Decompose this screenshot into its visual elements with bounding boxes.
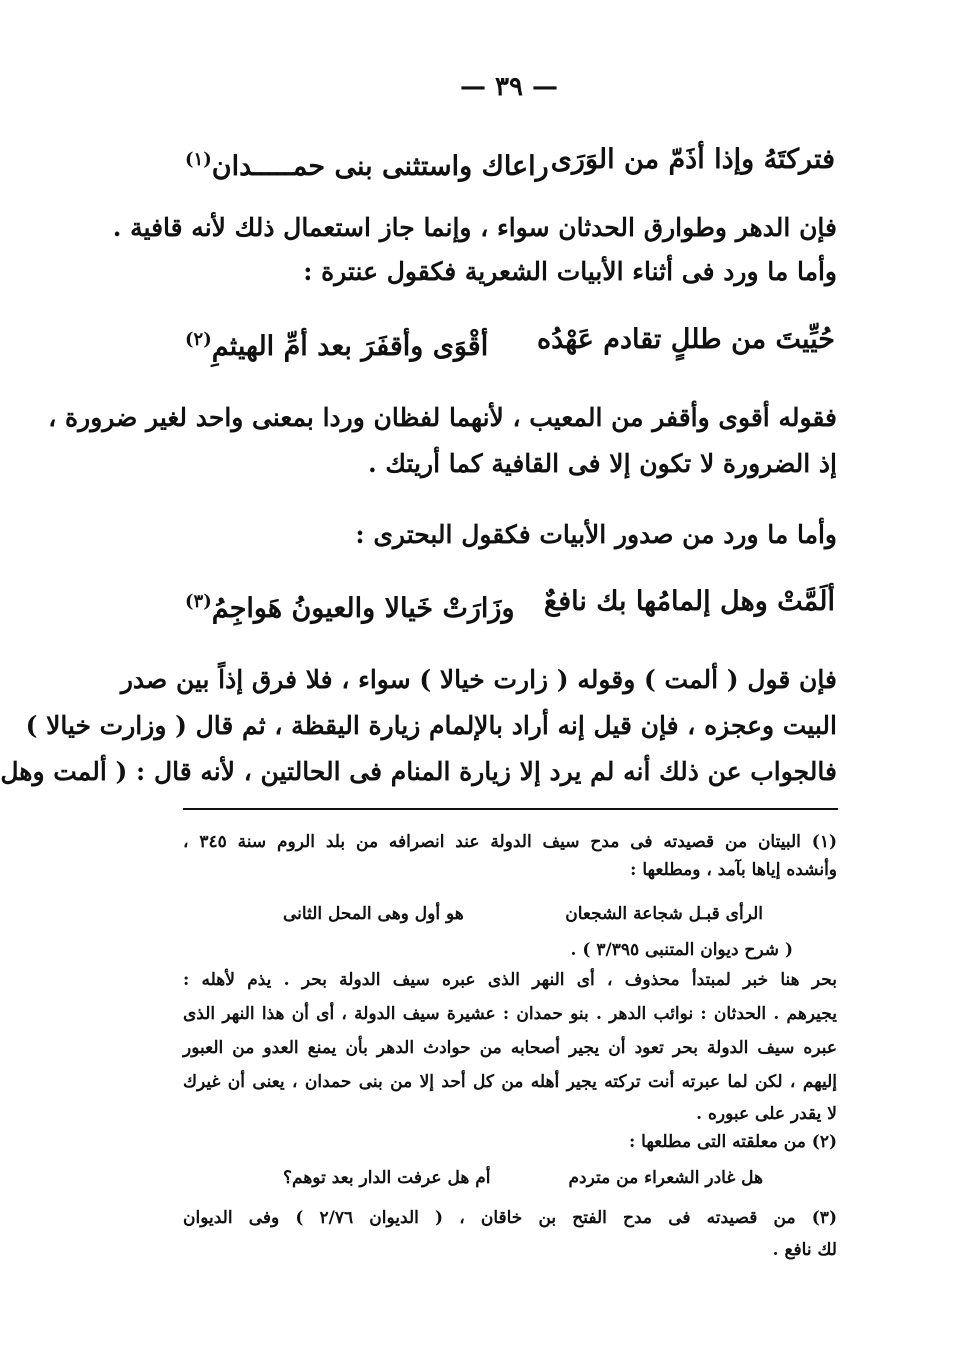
verse-2 — [185, 320, 835, 367]
verse-3-second-hemistich: وزَارَتْ خَيالا والعيونُ هَواجِمُ$^{(٣)}$ — [185, 591, 515, 624]
footnote-3-line: لك نافع . — [772, 1240, 837, 1260]
footnote-1-comment: عبره سيف الدولة بحر تعود أن يجير أصحابه من حوادث الدهر بأن يمنع العدو من العبور — [183, 1038, 837, 1058]
verse-2-second-hemistich: أقْوَى وأقفَرَ بعد أمِّ الهيثمِ$^{(٢)}$ — [185, 329, 489, 362]
footnote-1-comment: بحر هنا خبر لمبتدأ محذوف ، أى النهر الذى عبره سيف الدولة بحر . يذم لأهله : — [183, 970, 837, 990]
footnote-ref-3: (٣) — [185, 591, 212, 612]
prose-line: إذ الضرورة لا تكون إلا فى القافية كما أريتك . — [368, 449, 837, 478]
verse-1 — [185, 140, 835, 187]
footnote-2-verse — [283, 1164, 763, 1192]
footnote-3-line: (٣) من قصيدته فى مدح الفتح بن خاقان ، ( الديوان ٢/٧٦ ) وفى الديوان — [183, 1208, 837, 1228]
footnote-1-verse-first: الرأى قبـل شجاعة الشجعان — [565, 904, 763, 924]
prose-line: وأما ما ورد من صدور الأبيات فكقول البحترى : — [355, 520, 837, 549]
verse-1-first-hemistich: فتركتَهُ وإذا أذَمّ من الوَرَى — [550, 144, 835, 175]
footnote-1-comment: يجيرهم . الحدثان : نوائب الدهر . بنو حمدان : عشيرة سيف الدولة ، أى أن هذا النهر الذى — [183, 1004, 837, 1024]
prose-line: فالجواب عن ذلك أنه لم يرد إلا زيارة المنام فى الحالتين ، لأنه قال : ( ألمت وهل — [0, 757, 837, 786]
footnote-1-comment: إليهم ، لكن لما عبرته أنت تركته يجير أهله من كل أحد إلا من بنى حمدان ، يعنى أن غيرك — [183, 1072, 837, 1092]
verse-2-first-hemistich: حُيِّيتَ من طللٍ تقادم عَهْدُه — [536, 324, 835, 355]
footnote-1-line: وأنشده إياها بآمد ، ومطلعها : — [630, 860, 837, 880]
page-number: — ٣٩ — — [459, 72, 559, 102]
verse-3-first-hemistich: ألَمَّتْ وهل إلمامُها بك نافعٌ — [543, 586, 835, 617]
verse-1-second-hemistich: راعاك واستثنى بنى حمـــــدان$^{(١)}$ — [185, 149, 549, 182]
prose-line: فقوله أقوى وأقفر من المعيب ، لأنهما لفظان وردا بمعنى واحد لغير ضرورة ، — [48, 403, 837, 432]
footnote-2-verse-first: هل غادر الشعراء من متردم — [568, 1168, 763, 1188]
footnote-2-verse-second: أم هل عرفت الدار بعد توهم؟ — [283, 1168, 491, 1188]
prose-line: فإن الدهر وطوارق الحدثان سواء ، وإنما جاز استعمال ذلك لأنه قافية . — [112, 213, 837, 242]
footnote-1-verse-second: هو أول وهى المحل الثانى — [283, 904, 464, 924]
footnote-1-verse — [283, 900, 763, 928]
footnote-ref-2: (٢) — [185, 329, 212, 350]
footnote-divider — [183, 808, 838, 810]
prose-line: البيت وعجزه ، فإن قيل إنه أراد بالإلمام زيارة اليقظة ، ثم قال ( وزارت خيالا ) — [25, 711, 837, 740]
prose-line: فإن قول ( ألمت ) وقوله ( زارت خيالا ) سواء ، فلا فرق إذاً بين صدر — [120, 665, 837, 694]
prose-line: وأما ما ورد فى أثناء الأبيات الشعرية فكقول عنترة : — [303, 257, 837, 286]
footnote-ref-1: (١) — [185, 149, 212, 170]
footnote-2-line: (٢) من معلقته التى مطلعها : — [628, 1132, 837, 1152]
footnote-1-source: ( شرح ديوان المتنبى ٣/٣٩٥ ) . — [570, 940, 793, 960]
verse-3 — [185, 582, 835, 629]
footnote-1-comment: لا يقدر على عبوره . — [696, 1104, 837, 1124]
footnote-1-line: (١) البيتان من قصيدته فى مدح سيف الدولة عند انصرافه من بلد الروم سنة ٣٤٥ ، — [183, 832, 837, 852]
